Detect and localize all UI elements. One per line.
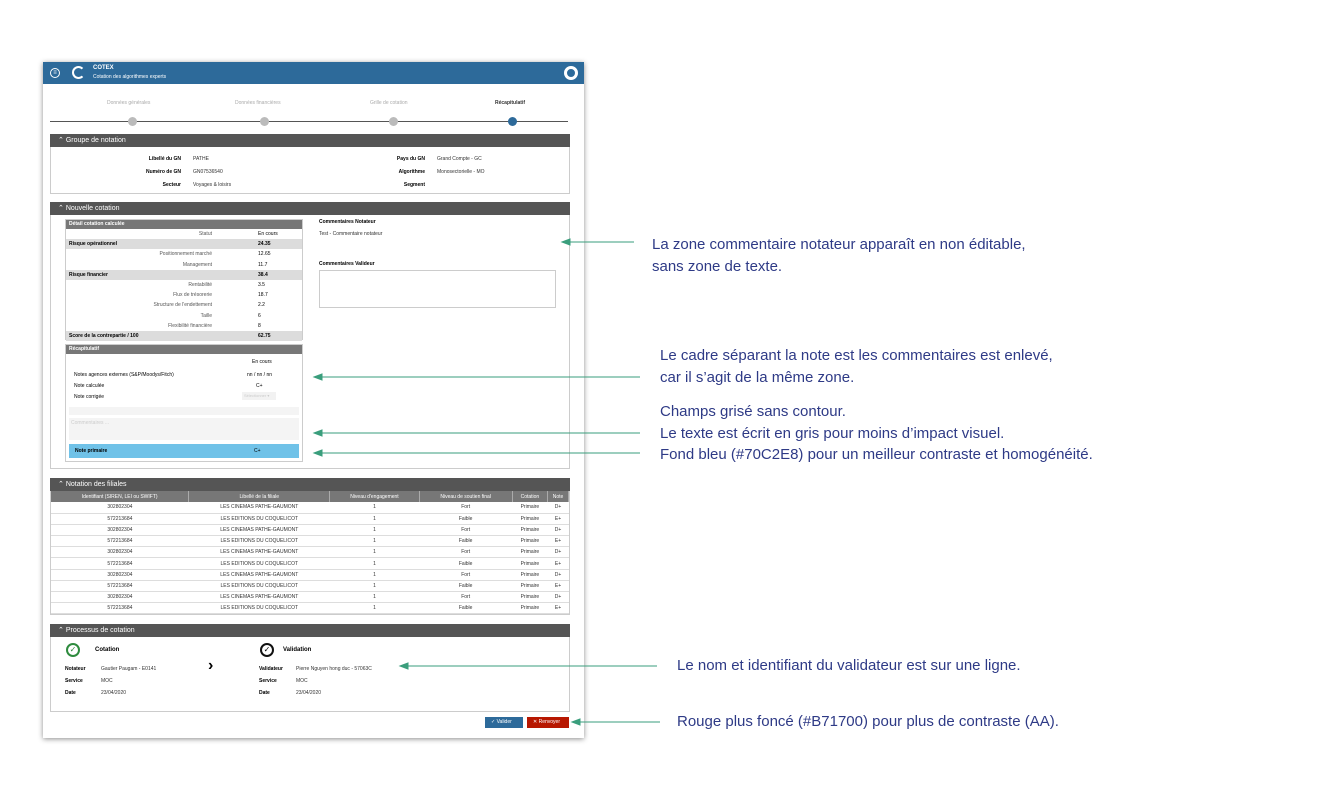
labels-left: Libellé du GN Numéro de GN Secteur bbox=[145, 156, 181, 188]
row-value: 18.7 bbox=[258, 292, 268, 299]
row-label: Taille bbox=[200, 312, 212, 319]
table-cell: 1 bbox=[330, 580, 419, 591]
primary-value: C+ bbox=[254, 448, 261, 454]
table-cell: 1 bbox=[330, 524, 419, 535]
table-cell: Primaire bbox=[512, 580, 547, 591]
validation-title: Validation bbox=[283, 647, 312, 653]
corr-label: Note corrigée bbox=[74, 394, 105, 400]
section-header-processus[interactable]: ⌃ Processus de cotation bbox=[50, 624, 570, 637]
table-cell: 572213684 bbox=[51, 580, 189, 591]
chevron-right-icon: › bbox=[208, 657, 214, 674]
row-value: En cours bbox=[258, 231, 278, 237]
arrowhead bbox=[314, 450, 322, 456]
renvoyer-button[interactable]: ✕ Renvoyer bbox=[527, 717, 569, 728]
comment-textarea[interactable]: Commentaires ... bbox=[69, 418, 299, 440]
table-cell: Fort bbox=[419, 502, 512, 513]
table-cell: Fort bbox=[419, 569, 512, 580]
primary-label: Note primaire bbox=[75, 448, 108, 454]
row-label: Flux de trésorerie bbox=[173, 292, 212, 299]
comment-notateur-label: Commentaires Notateur bbox=[319, 219, 376, 225]
table-cell: LES EDITIONS DU COQUELICOT bbox=[189, 603, 330, 614]
table-cell: Primaire bbox=[512, 558, 547, 569]
row-label: Rentabilité bbox=[188, 282, 212, 288]
calc-value: C+ bbox=[256, 383, 263, 389]
column-header[interactable]: Niveau de soutien final bbox=[419, 491, 512, 502]
table-cell: LES EDITIONS DU COQUELICOT bbox=[189, 558, 330, 569]
table-cell: 572213684 bbox=[51, 558, 189, 569]
table-cell: 1 bbox=[330, 592, 419, 603]
menu-icon[interactable]: ≡ bbox=[50, 68, 60, 78]
row-value: 24.35 bbox=[258, 241, 271, 248]
table-cell: 1 bbox=[330, 558, 419, 569]
recap-title: Récapitulatif bbox=[66, 345, 302, 354]
app-subtitle: Cotation des algorithmes experts bbox=[93, 74, 167, 80]
column-header[interactable]: Niveau d'engagement bbox=[330, 491, 419, 502]
table-cell: 572213684 bbox=[51, 536, 189, 547]
column-header[interactable]: Libellé de la filiale bbox=[189, 491, 330, 502]
check-circle-icon: ✓ bbox=[66, 643, 80, 657]
row-value: 38.4 bbox=[258, 271, 268, 278]
row-value: 8 bbox=[258, 322, 261, 329]
table-cell: LES EDITIONS DU COQUELICOT bbox=[189, 536, 330, 547]
table-cell: 1 bbox=[330, 547, 419, 558]
section-header-nouvelle[interactable]: ⌃ Nouvelle cotation bbox=[50, 202, 570, 215]
table-cell: LES EDITIONS DU COQUELICOT bbox=[189, 580, 330, 591]
table-cell: Fort bbox=[419, 592, 512, 603]
table-cell: Primaire bbox=[512, 536, 547, 547]
table-cell: Fort bbox=[419, 524, 512, 535]
row-value: 6 bbox=[258, 312, 261, 319]
comment-valideur-label: Commentaires Valideur bbox=[319, 261, 375, 267]
column-header[interactable]: Cotation bbox=[512, 491, 547, 502]
section-title: Notation des filiales bbox=[65, 481, 127, 488]
section-header-groupe[interactable]: ⌃ Groupe de notation bbox=[50, 134, 570, 147]
app-title: COTEX bbox=[93, 65, 114, 71]
table-cell: D+ bbox=[548, 547, 569, 558]
table-cell: Primaire bbox=[512, 502, 547, 513]
table-cell: Primaire bbox=[512, 592, 547, 603]
section-title: Processus de cotation bbox=[65, 627, 135, 634]
table-cell: Primaire bbox=[512, 513, 547, 524]
values-right: Grand Compte - GC Monosectorielle - MO bbox=[437, 156, 485, 175]
row-value: 62.75 bbox=[258, 333, 271, 339]
arrowhead bbox=[572, 719, 580, 725]
annotation: Rouge plus foncé (#B71700) pour plus de contraste (AA). bbox=[677, 713, 1059, 730]
table-cell: Faible bbox=[419, 513, 512, 524]
arrowhead bbox=[400, 663, 408, 669]
annotation: Champs grisé sans contour. Le texte est écrit en gris pour moins d’impact visuel. bbox=[660, 403, 1005, 442]
table-cell: 302802304 bbox=[51, 547, 189, 558]
check-circle-icon: ✓ bbox=[260, 643, 274, 657]
ext-label: Notes agences externes (S&P/Moodys/Fitch) bbox=[74, 372, 174, 378]
step-label[interactable]: Grille de cotation bbox=[370, 100, 408, 106]
table-cell: D+ bbox=[548, 502, 569, 513]
table-cell: Faible bbox=[419, 536, 512, 547]
row-label: Positionnement marché bbox=[159, 251, 212, 258]
table-cell: LES EDITIONS DU COQUELICOT bbox=[189, 513, 330, 524]
row-label: Structure de l'endettement bbox=[153, 302, 212, 309]
table-cell: LES CINEMAS PATHE-GAUMONT bbox=[189, 592, 330, 603]
values-left: PATHE GN07536540 Voyages & loisirs bbox=[193, 156, 232, 188]
annotation: Le cadre séparant la note est les commentaires est enlevé, car il s’agit de la même zone. bbox=[660, 347, 1053, 386]
table-cell: 1 bbox=[330, 569, 419, 580]
table-cell: Primaire bbox=[512, 569, 547, 580]
table-cell: LES CINEMAS PATHE-GAUMONT bbox=[189, 524, 330, 535]
table-cell: 1 bbox=[330, 502, 419, 513]
row-value: 2.2 bbox=[258, 302, 265, 309]
arrowhead bbox=[314, 374, 322, 380]
section-title: Groupe de notation bbox=[65, 137, 126, 144]
comment-notateur-text: Test - Commentaire notateur bbox=[319, 231, 383, 237]
arrowhead bbox=[562, 239, 570, 245]
table-cell: 302802304 bbox=[51, 592, 189, 603]
annotation: La zone commentaire notateur apparaît en non éditable, sans zone de texte. bbox=[652, 236, 1026, 275]
step-label[interactable]: Données générales bbox=[107, 100, 151, 106]
labels-right: Pays du GN Algorithme Segment bbox=[396, 156, 425, 188]
calc-label: Note calculée bbox=[74, 383, 105, 389]
table-cell: Primaire bbox=[512, 524, 547, 535]
step-label[interactable]: Données financières bbox=[235, 100, 281, 106]
row-label: Flexibilité financière bbox=[168, 322, 212, 329]
table-cell: 302802304 bbox=[51, 502, 189, 513]
annotation: Le nom et identifiant du validateur est sur une ligne. bbox=[677, 657, 1021, 674]
table-cell: 302802304 bbox=[51, 569, 189, 580]
row-value: 3.5 bbox=[258, 282, 265, 288]
corr-select[interactable]: Sélectionner ▾ bbox=[242, 392, 276, 400]
row-label: Risque opérationnel bbox=[69, 241, 118, 248]
table-cell: LES CINEMAS PATHE-GAUMONT bbox=[189, 569, 330, 580]
table-cell: 302802304 bbox=[51, 524, 189, 535]
table-cell: E+ bbox=[548, 536, 569, 547]
table-cell: D+ bbox=[548, 524, 569, 535]
section-header-filiales[interactable]: ⌃ Notation des filiales bbox=[50, 478, 570, 491]
section-title: Nouvelle cotation bbox=[65, 205, 120, 212]
row-value: 11.7 bbox=[258, 261, 268, 268]
table-cell: 572213684 bbox=[51, 513, 189, 524]
annotation: Fond bleu (#70C2E8) pour un meilleur contraste et homogénéité. bbox=[660, 446, 1093, 463]
table-cell: E+ bbox=[548, 603, 569, 614]
cotation-title: Cotation bbox=[95, 647, 120, 653]
valider-button[interactable]: ✓ Valider bbox=[485, 717, 523, 728]
arrowhead bbox=[314, 430, 322, 436]
ext-value: nn / nn / nn bbox=[247, 372, 273, 378]
table-cell: 1 bbox=[330, 536, 419, 547]
row-label: Management bbox=[182, 261, 212, 268]
table-cell: E+ bbox=[548, 513, 569, 524]
row-value: 12.65 bbox=[258, 251, 271, 258]
recap-status: En cours bbox=[252, 359, 272, 365]
table-cell: Faible bbox=[419, 603, 512, 614]
table-cell: LES CINEMAS PATHE-GAUMONT bbox=[189, 547, 330, 558]
table-cell: 1 bbox=[330, 603, 419, 614]
cotation-values: Gautier Paugam - E0141 MOC 23/04/2020 bbox=[101, 666, 157, 696]
table-cell: E+ bbox=[548, 558, 569, 569]
validation-labels: Validateur Service Date bbox=[259, 666, 283, 696]
table-cell: E+ bbox=[548, 580, 569, 591]
table-cell: Primaire bbox=[512, 603, 547, 614]
row-label: Statut bbox=[198, 231, 212, 237]
table-cell: Faible bbox=[419, 558, 512, 569]
table-cell: LES CINEMAS PATHE-GAUMONT bbox=[189, 502, 330, 513]
row-label: Score de la contrepartie / 100 bbox=[69, 333, 139, 339]
table-cell: 572213684 bbox=[51, 603, 189, 614]
cotation-labels: Notateur Service Date bbox=[65, 666, 86, 696]
table-cell: Fort bbox=[419, 547, 512, 558]
row-label: Risque financier bbox=[69, 271, 108, 278]
table-cell: Primaire bbox=[512, 547, 547, 558]
table-cell: 1 bbox=[330, 513, 419, 524]
column-header[interactable]: Note bbox=[548, 491, 569, 502]
validation-values: Pierre Nguyen hong duc - 57063C MOC 23/04/2020 bbox=[296, 666, 372, 696]
table-cell: Faible bbox=[419, 580, 512, 591]
table-cell: D+ bbox=[548, 592, 569, 603]
column-header[interactable]: Identifiant (SIREN, LEI ou SWIFT) bbox=[51, 491, 189, 502]
step-label-active[interactable]: Récapitulatif bbox=[495, 100, 526, 106]
table-cell: D+ bbox=[548, 569, 569, 580]
detail-title: Détail cotation calculée bbox=[66, 220, 302, 229]
